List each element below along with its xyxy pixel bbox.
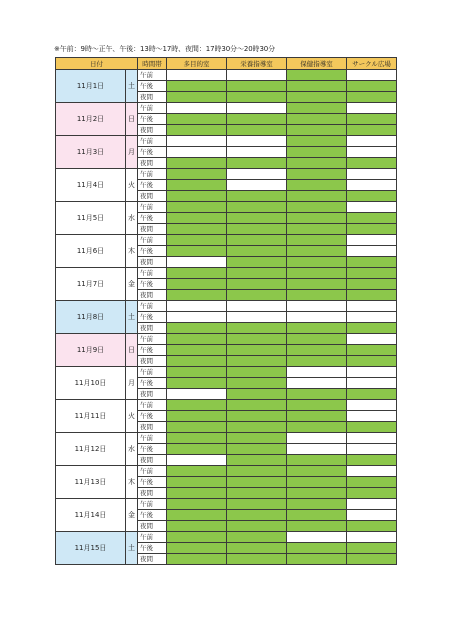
table-row (56, 367, 397, 378)
day-weekday-cell: 火 (126, 400, 138, 433)
availability-cell-circle-plaza (347, 455, 397, 466)
timeslot-cell: 午前 (138, 334, 167, 345)
timeslot-cell: 夜間 (138, 389, 167, 400)
availability-cell-circle-plaza (347, 433, 397, 444)
day-weekday-cell: 土 (126, 532, 138, 565)
availability-cell-circle-plaza (347, 334, 397, 345)
timeslot-cell: 午前 (138, 400, 167, 411)
availability-cell-nutrition (227, 532, 287, 543)
table-row (56, 400, 397, 411)
timeslot-cell: 夜間 (138, 356, 167, 367)
availability-cell-circle-plaza (347, 510, 397, 521)
table-row (56, 136, 397, 147)
availability-cell-multipurpose (167, 136, 227, 147)
availability-cell-health (287, 301, 347, 312)
availability-cell-nutrition (227, 246, 287, 257)
availability-cell-circle-plaza (347, 213, 397, 224)
availability-cell-nutrition (227, 268, 287, 279)
header-room-circle-plaza: サークル広場 (347, 58, 397, 70)
timeslot-cell: 午後 (138, 345, 167, 356)
header-room-health: 保健指導室 (287, 58, 347, 70)
day-weekday-cell: 月 (126, 136, 138, 169)
day-weekday-cell: 水 (126, 433, 138, 466)
availability-cell-multipurpose (167, 70, 227, 81)
availability-cell-multipurpose (167, 378, 227, 389)
timeslot-cell: 午前 (138, 235, 167, 246)
day-date-cell: 11月13日 (56, 466, 126, 499)
day-date-cell: 11月11日 (56, 400, 126, 433)
availability-cell-circle-plaza (347, 466, 397, 477)
availability-cell-nutrition (227, 433, 287, 444)
availability-cell-multipurpose (167, 389, 227, 400)
timeslot-cell: 午後 (138, 81, 167, 92)
timeslot-cell: 夜間 (138, 422, 167, 433)
availability-cell-circle-plaza (347, 246, 397, 257)
availability-cell-multipurpose (167, 532, 227, 543)
time-legend-note: ※午前：9時～正午、午後：13時～17時、夜間：17時30分～20時30分 (54, 45, 276, 53)
availability-cell-circle-plaza (347, 191, 397, 202)
availability-cell-circle-plaza (347, 235, 397, 246)
availability-cell-circle-plaza (347, 103, 397, 114)
day-weekday-cell: 水 (126, 202, 138, 235)
day-date-cell: 11月5日 (56, 202, 126, 235)
availability-cell-health (287, 543, 347, 554)
availability-cell-multipurpose (167, 224, 227, 235)
availability-cell-health (287, 136, 347, 147)
availability-cell-circle-plaza (347, 147, 397, 158)
availability-cell-health (287, 279, 347, 290)
availability-cell-circle-plaza (347, 488, 397, 499)
availability-cell-nutrition (227, 169, 287, 180)
availability-cell-multipurpose (167, 477, 227, 488)
timeslot-cell: 午前 (138, 367, 167, 378)
day-date-cell: 11月2日 (56, 103, 126, 136)
availability-cell-multipurpose (167, 455, 227, 466)
availability-cell-circle-plaza (347, 136, 397, 147)
timeslot-cell: 午後 (138, 114, 167, 125)
availability-cell-health (287, 455, 347, 466)
availability-cell-circle-plaza (347, 389, 397, 400)
availability-cell-nutrition (227, 301, 287, 312)
availability-cell-multipurpose (167, 103, 227, 114)
timeslot-cell: 午後 (138, 147, 167, 158)
timeslot-cell: 夜間 (138, 521, 167, 532)
day-weekday-cell: 金 (126, 268, 138, 301)
availability-cell-multipurpose (167, 301, 227, 312)
timeslot-cell: 午後 (138, 510, 167, 521)
availability-cell-circle-plaza (347, 411, 397, 422)
availability-cell-nutrition (227, 367, 287, 378)
availability-cell-multipurpose (167, 158, 227, 169)
availability-cell-health (287, 488, 347, 499)
availability-cell-nutrition (227, 235, 287, 246)
timeslot-cell: 午後 (138, 477, 167, 488)
timeslot-cell: 夜間 (138, 488, 167, 499)
availability-cell-nutrition (227, 400, 287, 411)
availability-cell-multipurpose (167, 202, 227, 213)
availability-cell-circle-plaza (347, 521, 397, 532)
timeslot-cell: 午前 (138, 301, 167, 312)
availability-cell-health (287, 268, 347, 279)
availability-cell-nutrition (227, 136, 287, 147)
timeslot-cell: 午前 (138, 103, 167, 114)
day-weekday-cell: 月 (126, 367, 138, 400)
table-row (56, 532, 397, 543)
availability-cell-multipurpose (167, 81, 227, 92)
availability-cell-circle-plaza (347, 554, 397, 565)
availability-cell-health (287, 334, 347, 345)
availability-cell-nutrition (227, 180, 287, 191)
table-row (56, 334, 397, 345)
availability-cell-circle-plaza (347, 158, 397, 169)
availability-cell-nutrition (227, 92, 287, 103)
availability-cell-health (287, 257, 347, 268)
availability-cell-health (287, 202, 347, 213)
availability-cell-health (287, 169, 347, 180)
timeslot-cell: 午後 (138, 312, 167, 323)
timeslot-cell: 午後 (138, 378, 167, 389)
availability-cell-nutrition (227, 125, 287, 136)
availability-cell-nutrition (227, 114, 287, 125)
availability-cell-multipurpose (167, 356, 227, 367)
header-room-nutrition: 栄養指導室 (227, 58, 287, 70)
availability-cell-nutrition (227, 488, 287, 499)
availability-cell-health (287, 114, 347, 125)
availability-cell-health (287, 521, 347, 532)
availability-cell-nutrition (227, 477, 287, 488)
availability-cell-health (287, 158, 347, 169)
availability-cell-health (287, 444, 347, 455)
availability-cell-multipurpose (167, 499, 227, 510)
availability-cell-health (287, 323, 347, 334)
availability-cell-multipurpose (167, 411, 227, 422)
availability-cell-nutrition (227, 213, 287, 224)
availability-cell-health (287, 411, 347, 422)
table-row (56, 466, 397, 477)
availability-cell-multipurpose (167, 125, 227, 136)
day-weekday-cell: 木 (126, 466, 138, 499)
availability-cell-health (287, 389, 347, 400)
availability-cell-health (287, 367, 347, 378)
availability-cell-nutrition (227, 455, 287, 466)
timeslot-cell: 午後 (138, 246, 167, 257)
availability-cell-health (287, 466, 347, 477)
table-row (56, 268, 397, 279)
availability-cell-circle-plaza (347, 180, 397, 191)
availability-cell-nutrition (227, 521, 287, 532)
availability-cell-health (287, 477, 347, 488)
table-row (56, 301, 397, 312)
timeslot-cell: 午後 (138, 411, 167, 422)
availability-cell-health (287, 224, 347, 235)
availability-cell-circle-plaza (347, 224, 397, 235)
availability-cell-nutrition (227, 389, 287, 400)
timeslot-cell: 午前 (138, 136, 167, 147)
availability-cell-health (287, 422, 347, 433)
availability-cell-circle-plaza (347, 202, 397, 213)
timeslot-cell: 午後 (138, 543, 167, 554)
timeslot-cell: 午前 (138, 202, 167, 213)
table-row (56, 499, 397, 510)
availability-cell-health (287, 510, 347, 521)
availability-cell-circle-plaza (347, 356, 397, 367)
timeslot-cell: 夜間 (138, 224, 167, 235)
availability-cell-nutrition (227, 466, 287, 477)
availability-cell-multipurpose (167, 268, 227, 279)
availability-cell-nutrition (227, 323, 287, 334)
availability-cell-nutrition (227, 334, 287, 345)
availability-cell-multipurpose (167, 257, 227, 268)
availability-cell-health (287, 125, 347, 136)
timeslot-cell: 午前 (138, 466, 167, 477)
availability-cell-multipurpose (167, 345, 227, 356)
availability-cell-nutrition (227, 191, 287, 202)
availability-cell-nutrition (227, 444, 287, 455)
table-row (56, 169, 397, 180)
availability-cell-nutrition (227, 543, 287, 554)
availability-cell-multipurpose (167, 554, 227, 565)
availability-cell-health (287, 213, 347, 224)
timeslot-cell: 夜間 (138, 290, 167, 301)
timeslot-cell: 夜間 (138, 554, 167, 565)
timeslot-cell: 午前 (138, 70, 167, 81)
availability-cell-circle-plaza (347, 92, 397, 103)
room-availability-table (55, 57, 397, 565)
availability-cell-health (287, 103, 347, 114)
availability-cell-multipurpose (167, 433, 227, 444)
day-weekday-cell: 木 (126, 235, 138, 268)
availability-cell-health (287, 246, 347, 257)
timeslot-cell: 午前 (138, 499, 167, 510)
availability-cell-multipurpose (167, 367, 227, 378)
timeslot-cell: 午後 (138, 180, 167, 191)
availability-cell-circle-plaza (347, 378, 397, 389)
availability-cell-circle-plaza (347, 444, 397, 455)
availability-cell-nutrition (227, 510, 287, 521)
availability-cell-circle-plaza (347, 543, 397, 554)
availability-cell-circle-plaza (347, 114, 397, 125)
availability-cell-nutrition (227, 499, 287, 510)
availability-cell-health (287, 290, 347, 301)
availability-cell-multipurpose (167, 334, 227, 345)
availability-cell-multipurpose (167, 235, 227, 246)
availability-cell-circle-plaza (347, 290, 397, 301)
availability-cell-health (287, 345, 347, 356)
availability-cell-nutrition (227, 422, 287, 433)
availability-cell-health (287, 312, 347, 323)
table-row (56, 433, 397, 444)
availability-cell-multipurpose (167, 543, 227, 554)
day-date-cell: 11月15日 (56, 532, 126, 565)
availability-cell-multipurpose (167, 213, 227, 224)
availability-cell-nutrition (227, 554, 287, 565)
availability-cell-nutrition (227, 202, 287, 213)
availability-cell-health (287, 356, 347, 367)
availability-cell-circle-plaza (347, 345, 397, 356)
day-weekday-cell: 土 (126, 70, 138, 103)
availability-cell-circle-plaza (347, 499, 397, 510)
header-room-multipurpose: 多目的室 (167, 58, 227, 70)
availability-cell-health (287, 532, 347, 543)
availability-cell-health (287, 433, 347, 444)
day-date-cell: 11月8日 (56, 301, 126, 334)
availability-cell-health (287, 378, 347, 389)
day-date-cell: 11月1日 (56, 70, 126, 103)
timeslot-cell: 午前 (138, 433, 167, 444)
availability-cell-nutrition (227, 378, 287, 389)
timeslot-cell: 午前 (138, 169, 167, 180)
availability-cell-circle-plaza (347, 422, 397, 433)
timeslot-cell: 夜間 (138, 92, 167, 103)
availability-cell-nutrition (227, 290, 287, 301)
header-date: 日付 (56, 58, 138, 70)
availability-cell-circle-plaza (347, 301, 397, 312)
availability-cell-health (287, 147, 347, 158)
day-date-cell: 11月9日 (56, 334, 126, 367)
availability-cell-circle-plaza (347, 279, 397, 290)
availability-cell-multipurpose (167, 521, 227, 532)
timeslot-cell: 夜間 (138, 455, 167, 466)
availability-cell-health (287, 191, 347, 202)
availability-cell-health (287, 499, 347, 510)
timeslot-cell: 午後 (138, 444, 167, 455)
availability-cell-multipurpose (167, 444, 227, 455)
day-weekday-cell: 火 (126, 169, 138, 202)
timeslot-cell: 夜間 (138, 323, 167, 334)
availability-cell-multipurpose (167, 279, 227, 290)
table-row (56, 70, 397, 81)
day-date-cell: 11月3日 (56, 136, 126, 169)
availability-cell-circle-plaza (347, 477, 397, 488)
availability-cell-health (287, 235, 347, 246)
timeslot-cell: 午前 (138, 268, 167, 279)
availability-cell-circle-plaza (347, 312, 397, 323)
table-row (56, 202, 397, 213)
availability-cell-nutrition (227, 103, 287, 114)
header-timeslot: 時間帯 (138, 58, 167, 70)
table-row (56, 103, 397, 114)
availability-cell-nutrition (227, 312, 287, 323)
availability-cell-circle-plaza (347, 323, 397, 334)
availability-cell-multipurpose (167, 466, 227, 477)
availability-cell-nutrition (227, 257, 287, 268)
availability-cell-nutrition (227, 158, 287, 169)
availability-cell-nutrition (227, 345, 287, 356)
day-date-cell: 11月14日 (56, 499, 126, 532)
availability-cell-multipurpose (167, 169, 227, 180)
availability-cell-health (287, 92, 347, 103)
day-weekday-cell: 金 (126, 499, 138, 532)
day-weekday-cell: 日 (126, 334, 138, 367)
availability-cell-circle-plaza (347, 532, 397, 543)
availability-cell-circle-plaza (347, 81, 397, 92)
availability-cell-health (287, 180, 347, 191)
day-date-cell: 11月7日 (56, 268, 126, 301)
availability-cell-multipurpose (167, 191, 227, 202)
availability-cell-nutrition (227, 356, 287, 367)
timeslot-cell: 夜間 (138, 191, 167, 202)
table-header-row (56, 58, 397, 70)
availability-cell-circle-plaza (347, 70, 397, 81)
availability-cell-multipurpose (167, 422, 227, 433)
availability-cell-multipurpose (167, 180, 227, 191)
availability-cell-multipurpose (167, 290, 227, 301)
timeslot-cell: 午後 (138, 279, 167, 290)
timeslot-cell: 夜間 (138, 158, 167, 169)
day-weekday-cell: 土 (126, 301, 138, 334)
availability-cell-multipurpose (167, 246, 227, 257)
availability-cell-multipurpose (167, 147, 227, 158)
timeslot-cell: 午前 (138, 532, 167, 543)
table-row (56, 235, 397, 246)
availability-cell-multipurpose (167, 400, 227, 411)
day-date-cell: 11月4日 (56, 169, 126, 202)
availability-cell-multipurpose (167, 323, 227, 334)
availability-cell-circle-plaza (347, 257, 397, 268)
availability-cell-nutrition (227, 224, 287, 235)
availability-cell-circle-plaza (347, 268, 397, 279)
day-date-cell: 11月10日 (56, 367, 126, 400)
availability-cell-circle-plaza (347, 169, 397, 180)
availability-cell-multipurpose (167, 114, 227, 125)
timeslot-cell: 夜間 (138, 125, 167, 136)
availability-cell-multipurpose (167, 488, 227, 499)
availability-cell-circle-plaza (347, 125, 397, 136)
day-weekday-cell: 日 (126, 103, 138, 136)
availability-cell-multipurpose (167, 92, 227, 103)
availability-cell-multipurpose (167, 312, 227, 323)
availability-cell-multipurpose (167, 510, 227, 521)
availability-cell-health (287, 70, 347, 81)
availability-cell-nutrition (227, 81, 287, 92)
availability-cell-nutrition (227, 279, 287, 290)
timeslot-cell: 夜間 (138, 257, 167, 268)
availability-cell-nutrition (227, 147, 287, 158)
availability-cell-health (287, 81, 347, 92)
availability-cell-health (287, 400, 347, 411)
availability-cell-nutrition (227, 411, 287, 422)
availability-cell-circle-plaza (347, 400, 397, 411)
timeslot-cell: 午後 (138, 213, 167, 224)
day-date-cell: 11月12日 (56, 433, 126, 466)
day-date-cell: 11月6日 (56, 235, 126, 268)
availability-cell-circle-plaza (347, 367, 397, 378)
availability-cell-nutrition (227, 70, 287, 81)
availability-cell-health (287, 554, 347, 565)
